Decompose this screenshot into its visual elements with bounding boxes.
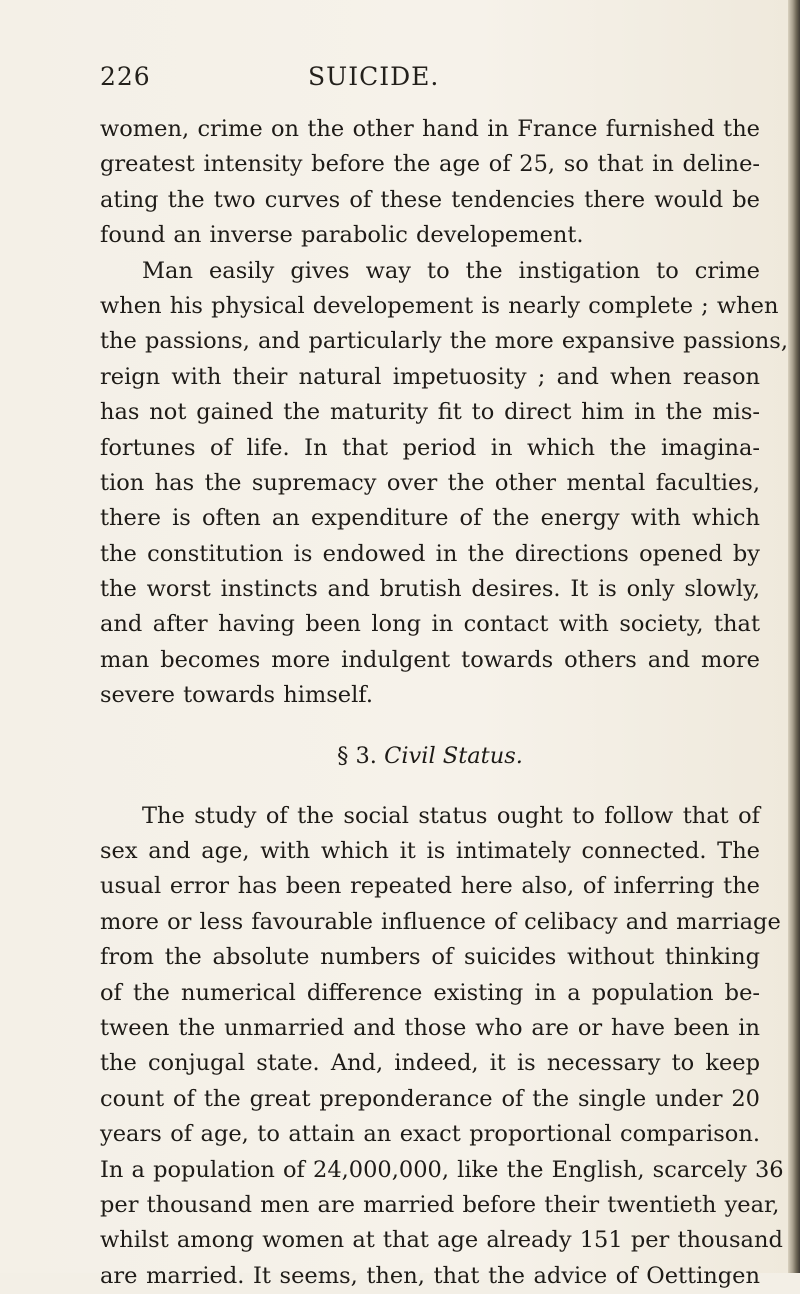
text-line: more or less favourable influence of celibacy and marriage: [100, 908, 781, 935]
text-line: the conjugal state. And, indeed, it is necessary to keep: [100, 1050, 760, 1077]
text-line: the constitution is endowed in the directions opened by: [100, 540, 760, 567]
text-line: when his physical developement is nearly complete ; when: [100, 292, 779, 319]
text-line: are married. It seems, then, that the advice of Oettingen: [100, 1262, 760, 1289]
text-line: per thousand men are married before their twentieth year,: [100, 1191, 780, 1218]
section-heading: [100, 714, 760, 799]
text-line: there is often an expenditure of the energy with which: [100, 505, 760, 532]
page-edge-shadow: [788, 0, 800, 1273]
text-line: sex and age, with which it is intimately connected. The: [100, 838, 760, 865]
text-line: man becomes more indulgent towards others and more: [100, 646, 760, 673]
running-title: SUICIDE.: [308, 62, 440, 91]
text-line: reign with their natural impetuosity ; and when reason: [100, 363, 760, 390]
body-text: [100, 112, 788, 1294]
page-number: 226: [100, 62, 151, 91]
text-line: found an inverse parabolic developement.: [100, 222, 584, 249]
text-line: tion has the supremacy over the other mental faculties,: [100, 469, 760, 496]
text-line: the worst instincts and brutish desires. It is only slowly,: [100, 576, 760, 603]
text-line: whilst among women at that age already 151 per thousand: [100, 1227, 783, 1254]
text-line: tween the unmarried and those who are or have been in: [100, 1014, 760, 1041]
text-line: fortunes of life. In that period in which the imagina-: [100, 434, 760, 461]
text-line: has not gained the maturity fit to direct him in the mis-: [100, 399, 760, 426]
text-line: count of the great preponderance of the single under 20: [100, 1085, 760, 1112]
section-title: Civil Status.: [384, 742, 523, 769]
text-line: severe towards himself.: [100, 682, 373, 709]
text-line: The study of the social status ought to follow that of: [142, 802, 760, 829]
section-number: § 3.: [337, 742, 377, 769]
text-line: years of age, to attain an exact proportional comparison.: [100, 1121, 760, 1148]
text-line: In a population of 24,000,000, like the English, scarcely 36: [100, 1156, 784, 1183]
text-line: women, crime on the other hand in France furnished the: [100, 116, 760, 142]
text-line: from the absolute numbers of suicides without thinking: [100, 944, 760, 971]
text-line: usual error has been repeated here also, of inferring the: [100, 873, 760, 900]
text-line: of the numerical difference existing in a population be-: [100, 979, 760, 1006]
text-line: the passions, and particularly the more expansive passions,: [100, 328, 788, 355]
text-line: and after having been long in contact with society, that: [100, 611, 760, 638]
text-line: Man easily gives way to the instigation to crime: [142, 257, 760, 284]
text-line: ating the two curves of these tendencies there would be: [100, 186, 760, 213]
text-line: greatest intensity before the age of 25, so that in deline-: [100, 151, 760, 178]
running-header: [0, 62, 790, 96]
